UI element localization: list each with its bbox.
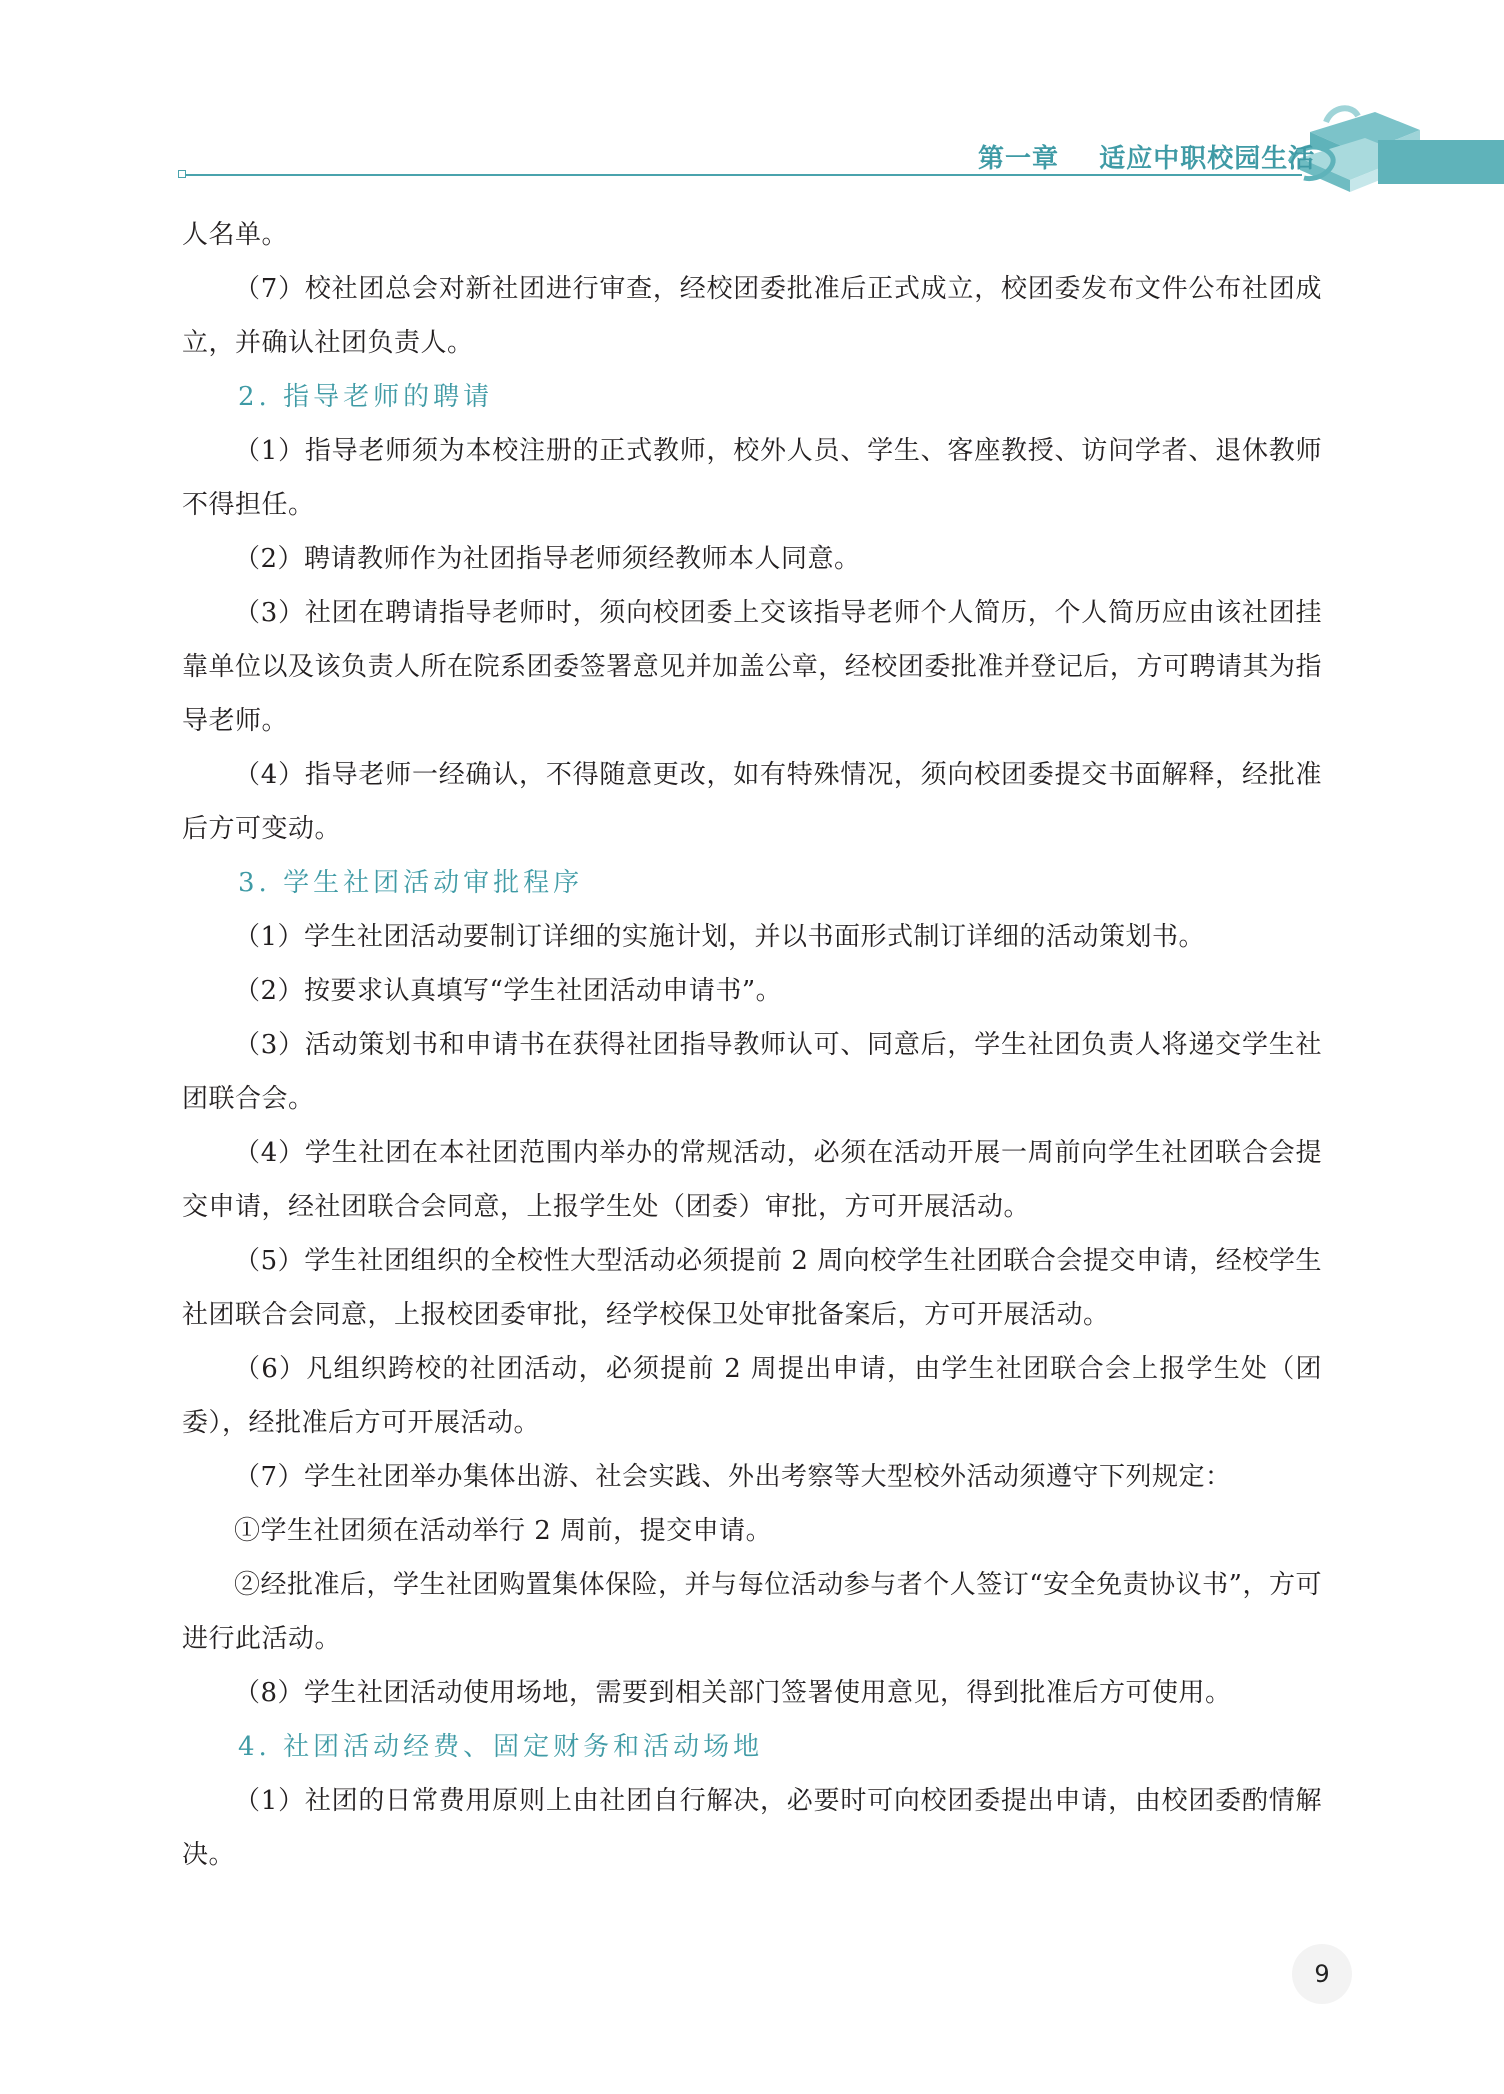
paragraph: （3）活动策划书和申请书在获得社团指导教师认可、同意后，学生社团负责人将递交学生社团联合会。 (182, 1030, 1322, 1114)
paragraph: （1）社团的日常费用原则上由社团自行解决，必要时可向校团委提出申请，由校团委酌情解决。 (182, 1786, 1322, 1870)
paragraph: （3）社团在聘请指导老师时，须向校团委上交该指导老师个人简历，个人简历应由该社团挂靠单位以及该负责人所在院系团委签署意见并加盖公章，经校团委批准并登记后，方可聘请其为指导老师。 (182, 598, 1322, 736)
page-number-badge (1292, 1944, 1352, 2004)
paragraph: （1）指导老师须为本校注册的正式教师，校外人员、学生、客座教授、访问学者、退休教师不得担任。 (182, 436, 1322, 520)
paragraph: 人名单。 (182, 220, 289, 250)
paragraph: ②经批准后，学生社团购置集体保险，并与每位活动参与者个人签订“安全免责协议书”，方可进行此活动。 (182, 1570, 1322, 1654)
header-square (178, 170, 186, 178)
paragraph: （6）凡组织跨校的社团活动，必须提前 2 周提出申请，由学生社团联合会上报学生处（团委），经批准后方可开展活动。 (182, 1354, 1322, 1438)
paragraph: （4）指导老师一经确认，不得随意更改，如有特殊情况，须向校团委提交书面解释，经批准后方可变动。 (182, 760, 1322, 844)
paragraph: （2）聘请教师作为社团指导老师须经教师本人同意。 (234, 544, 861, 574)
section-heading: 4. 社团活动经费、固定财务和活动场地 (238, 1732, 764, 1762)
paragraph: （5）学生社团组织的全校性大型活动必须提前 2 周向校学生社团联合会提交申请，经校学生社团联合会同意，上报校团委审批，经学校保卫处审批备案后，方可开展活动。 (182, 1246, 1322, 1330)
section-heading: 2. 指导老师的聘请 (238, 382, 494, 412)
paragraph: （7）校社团总会对新社团进行审查，经校团委批准后正式成立，校团委发布文件公布社团成立，并确认社团负责人。 (182, 274, 1322, 358)
page-body (182, 208, 1322, 1882)
paragraph: （1）学生社团活动要制订详细的实施计划，并以书面形式制订详细的活动策划书。 (234, 922, 1206, 952)
chapter-title: 第一章 适应中职校园生活 (978, 144, 1316, 174)
paragraph: ①学生社团须在活动举行 2 周前，提交申请。 (234, 1516, 773, 1546)
header-rule (182, 174, 1302, 176)
page-number: 9 (1314, 1960, 1330, 1988)
paragraph: （8）学生社团活动使用场地，需要到相关部门签署使用意见，得到批准后方可使用。 (234, 1678, 1232, 1708)
section-heading: 3. 学生社团活动审批程序 (238, 868, 584, 898)
paragraph: （2）按要求认真填写“学生社团活动申请书”。 (234, 976, 783, 1006)
paragraph: （7）学生社团举办集体出游、社会实践、外出考察等大型校外活动须遵守下列规定： (234, 1462, 1232, 1492)
paragraph: （4）学生社团在本社团范围内举办的常规活动，必须在活动开展一周前向学生社团联合会提交申请，经社团联合会同意，上报学生处（团委）审批，方可开展活动。 (182, 1138, 1322, 1222)
header-bar (1378, 140, 1504, 184)
